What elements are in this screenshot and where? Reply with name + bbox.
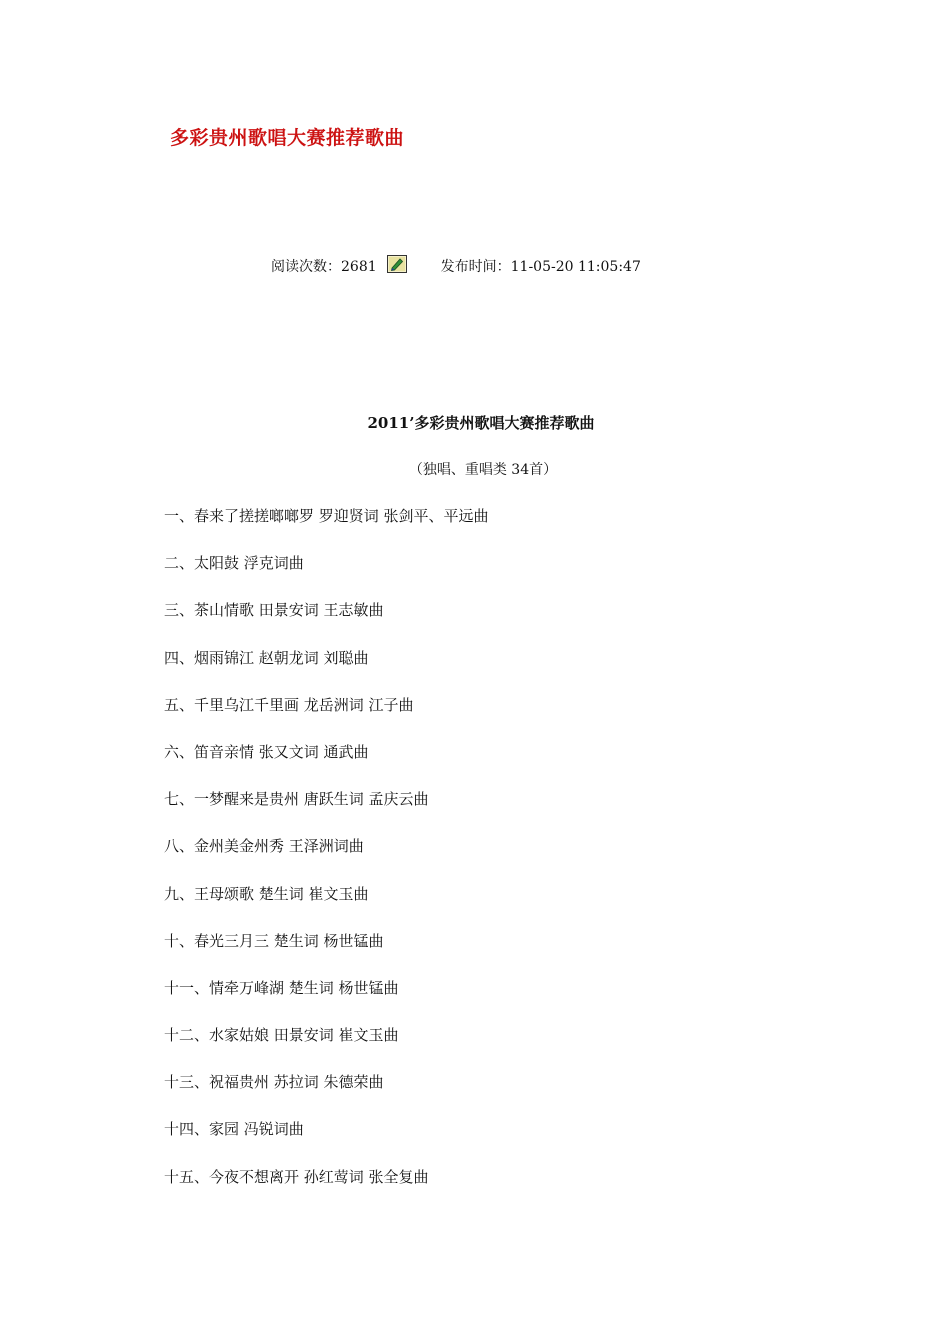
song-item: 三、茶山情歌 田景安词 王志敏曲 xyxy=(164,601,384,620)
song-item: 七、一梦醒来是贵州 唐跃生词 孟庆云曲 xyxy=(164,790,429,809)
section-subtitle: （独唱、重唱类 34首） xyxy=(408,462,558,478)
song-item: 十三、祝福贵州 苏拉词 朱德荣曲 xyxy=(164,1073,384,1092)
song-item: 九、王母颂歌 楚生词 崔文玉曲 xyxy=(164,884,369,903)
song-item: 五、千里乌江千里画 龙岳洲词 江子曲 xyxy=(164,695,414,714)
song-item: 十五、今夜不想离开 孙红莺词 张全复曲 xyxy=(164,1167,429,1186)
song-item: 十四、家园 冯锐词曲 xyxy=(164,1120,304,1139)
song-item: 十一、情牵万峰湖 楚生词 杨世锰曲 xyxy=(164,978,399,997)
song-list xyxy=(164,506,489,1214)
song-item: 十、春光三月三 楚生词 杨世锰曲 xyxy=(164,931,384,950)
song-item: 二、太阳鼓 浮克词曲 xyxy=(164,554,304,573)
song-item: 六、笛音亲情 张又文词 通武曲 xyxy=(164,742,369,761)
song-item: 八、金州美金州秀 王泽洲词曲 xyxy=(164,837,364,856)
song-item: 一、春来了搓搓啷啷罗 罗迎贤词 张剑平、平远曲 xyxy=(164,507,489,525)
song-item: 四、烟雨锦江 赵朝龙词 刘聪曲 xyxy=(164,648,369,667)
page-edit-icon[interactable] xyxy=(387,255,407,273)
section-title: 2011’多彩贵州歌唱大赛推荐歌曲 xyxy=(367,414,595,432)
article-meta xyxy=(271,256,641,276)
read-count: 阅读次数：2681 xyxy=(271,259,377,275)
publish-time: 发布时间：11-05-20 11:05:47 xyxy=(440,259,641,275)
song-item: 十二、水家姑娘 田景安词 崔文玉曲 xyxy=(164,1026,399,1045)
page-title: 多彩贵州歌唱大赛推荐歌曲 xyxy=(170,127,405,149)
